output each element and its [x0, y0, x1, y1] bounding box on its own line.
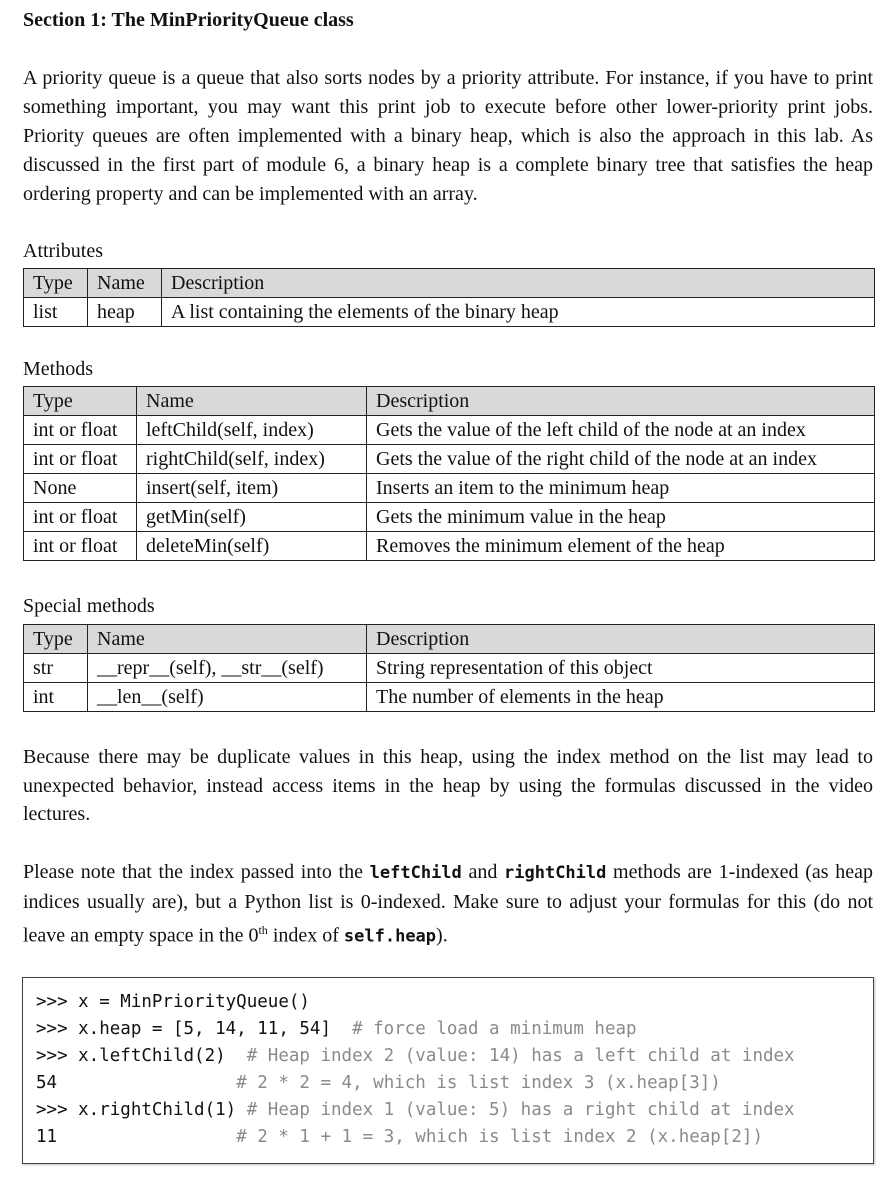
table-cell: rightChild(self, index)	[137, 445, 367, 474]
methods-label: Methods	[23, 358, 93, 380]
code-comment: # 2 * 1 + 1 = 3, which is list index 2 (x.heap[2])	[236, 1127, 763, 1147]
methods-table	[23, 386, 875, 561]
table-row	[24, 445, 875, 474]
table-header-row	[24, 269, 875, 298]
table-cell: heap	[88, 298, 162, 327]
table-row	[24, 683, 875, 712]
code-line: >>> x.rightChild(1) # Heap index 1 (value: 5) has a right child at index	[36, 1100, 795, 1120]
duplicate-values-paragraph: Because there may be duplicate values in this heap, using the index method on the list may lead to unexpected behavior, instead access items in the heap by using the formulas discussed in the video lectures.	[23, 746, 873, 825]
table-cell: insert(self, item)	[137, 474, 367, 503]
table-row	[24, 474, 875, 503]
special-methods-table	[23, 624, 875, 712]
header-cell: Type	[24, 387, 137, 416]
table-cell: deleteMin(self)	[137, 532, 367, 561]
note-text: index of	[267, 924, 344, 947]
table-row	[24, 416, 875, 445]
code-line: >>> x.heap = [5, 14, 11, 54] # force load a minimum heap	[36, 1019, 637, 1039]
table-cell: Removes the minimum element of the heap	[367, 532, 875, 561]
header-cell: Type	[24, 269, 88, 298]
inline-code: leftChild	[369, 863, 462, 883]
header-cell: Description	[367, 387, 875, 416]
table-cell: Gets the minimum value in the heap	[367, 503, 875, 532]
table-cell: A list containing the elements of the binary heap	[162, 298, 875, 327]
intro-paragraph: A priority queue is a queue that also sorts nodes by a priority attribute. For instance, if you have to print something important, you may want this print job to execute before other lower-priority print jobs. Priority queues are often implemented with a binary heap, which is also the approach in this lab. As discussed in the first part of module 6, a binary heap is a complete binary tree that satisfies the heap ordering property and can be implemented with an array.	[23, 67, 873, 205]
table-cell: The number of elements in the heap	[367, 683, 875, 712]
table-cell: Inserts an item to the minimum heap	[367, 474, 875, 503]
table-cell: String representation of this object	[367, 654, 875, 683]
header-cell: Type	[24, 625, 88, 654]
attributes-label: Attributes	[23, 240, 103, 262]
header-cell: Name	[88, 625, 367, 654]
table-cell: int	[24, 683, 88, 712]
table-row	[24, 532, 875, 561]
special-methods-label: Special methods	[23, 595, 155, 617]
table-cell: Gets the value of the right child of the node at an index	[367, 445, 875, 474]
indexing-note-paragraph	[23, 858, 873, 951]
table-row	[24, 503, 875, 532]
code-comment: # Heap index 1 (value: 5) has a right child at index	[246, 1100, 795, 1120]
table-cell: list	[24, 298, 88, 327]
code-comment: # Heap index 2 (value: 14) has a left child at index	[246, 1046, 795, 1066]
superscript: th	[258, 923, 268, 937]
code-line: 54 # 2 * 2 = 4, which is list index 3 (x.heap[3])	[36, 1073, 721, 1093]
code-line: 11 # 2 * 1 + 1 = 3, which is list index 2 (x.heap[2])	[36, 1127, 763, 1147]
table-header-row	[24, 387, 875, 416]
table-cell: None	[24, 474, 137, 503]
table-cell: leftChild(self, index)	[137, 416, 367, 445]
table-header-row	[24, 625, 875, 654]
header-cell: Description	[162, 269, 875, 298]
header-cell: Name	[88, 269, 162, 298]
code-comment: # force load a minimum heap	[352, 1019, 637, 1039]
code-example-box	[22, 977, 874, 1164]
table-cell: int or float	[24, 532, 137, 561]
code-line: >>> x = MinPriorityQueue()	[36, 992, 310, 1012]
header-cell: Name	[137, 387, 367, 416]
table-row	[24, 654, 875, 683]
table-cell: int or float	[24, 503, 137, 532]
note-text: Please note that the index passed into the	[23, 861, 370, 883]
header-cell: Description	[367, 625, 875, 654]
code-line: >>> x.leftChild(2) # Heap index 2 (value: 14) has a left child at index	[36, 1046, 795, 1066]
inline-code: rightChild	[504, 863, 607, 883]
table-cell: __len__(self)	[88, 683, 367, 712]
table-row	[24, 298, 875, 327]
inline-code: self.heap	[343, 926, 437, 947]
table-cell: __repr__(self), __str__(self)	[88, 654, 367, 683]
table-cell: getMin(self)	[137, 503, 367, 532]
note-text: methods are 1-indexed (as heap indices usually are), but a Python list is 0-indexed. Make sure to adjust your formulas for this (do not leave an empty space in the 0	[23, 861, 873, 947]
attributes-table	[23, 268, 875, 327]
table-cell: int or float	[24, 416, 137, 445]
note-text: ).	[436, 924, 448, 947]
table-cell: str	[24, 654, 88, 683]
code-block	[36, 989, 795, 1151]
table-cell: int or float	[24, 445, 137, 474]
note-text: and	[461, 861, 505, 883]
code-comment: # 2 * 2 = 4, which is list index 3 (x.heap[3])	[236, 1073, 721, 1093]
table-cell: Gets the value of the left child of the node at an index	[367, 416, 875, 445]
section-title: Section 1: The MinPriorityQueue class	[23, 9, 354, 31]
